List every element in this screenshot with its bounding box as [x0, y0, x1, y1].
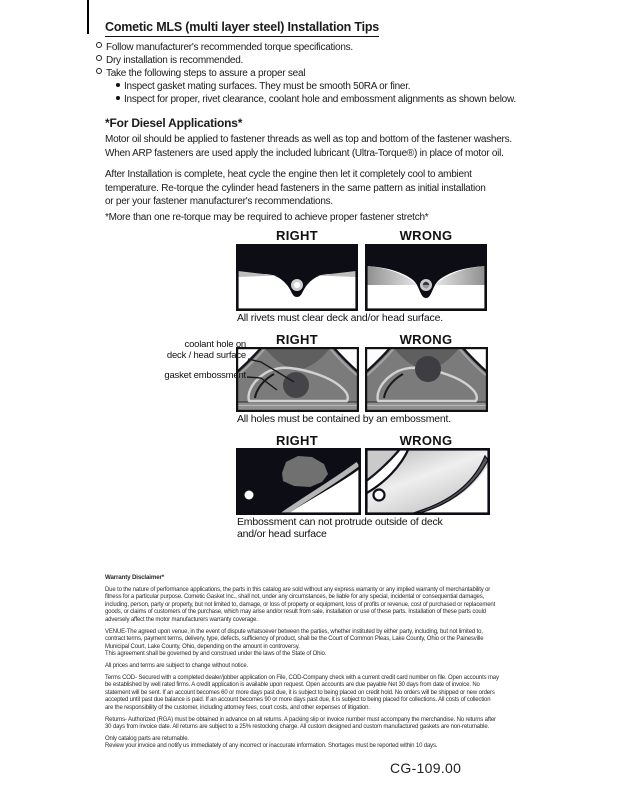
callout-line: deck / head surface [166, 350, 246, 361]
paragraph-line: After Installation is complete, heat cycle the engine then let it completely cool to ambient [105, 169, 472, 180]
diesel-paragraph-1 [105, 133, 512, 160]
caption-line: All holes must be contained by an embossment. [237, 413, 451, 425]
bullet-text: Follow manufacturer's recommended torque specifications. [106, 42, 353, 53]
bullet-text: Inspect gasket mating surfaces. They must be smooth 50RA or finer. [124, 81, 411, 92]
warranty-paragraph [105, 587, 605, 625]
rivet-wrong-diagram [365, 244, 487, 311]
caption-line: All rivets must clear deck and/or head surface. [237, 312, 443, 324]
fine-print-line: Only catalog parts are returnable. [105, 735, 189, 742]
warranty-paragraph [105, 663, 605, 671]
diagram-callouts [118, 339, 246, 381]
page-title: Cometic MLS (multi layer steel) Installation Tips [105, 20, 379, 37]
caption-line: and/or head surface [237, 528, 327, 540]
coolant-hole-callout [118, 339, 246, 361]
filled-bullet-icon [116, 96, 120, 100]
paragraph-line: or per your fastener manufacturer's recommendations. [105, 196, 333, 207]
callout-line: coolant hole on [184, 339, 246, 350]
fine-print-line: goods, or claims of customers of the purchase, which may arise and/or result from sale, installation or use of these parts. Installation of these parts could [105, 609, 486, 616]
fine-print-line: are the responsibility of the customer, including attorney fees, court costs, and other expenses of litigation. [105, 704, 370, 711]
diesel-heading: *For Diesel Applications* [105, 116, 243, 130]
row2-caption [237, 413, 451, 425]
embossment-wrong-diagram [365, 347, 488, 412]
warranty-heading: Warranty Disclaimer* [105, 574, 165, 581]
catalog-page-code: CG-109.00 [390, 760, 462, 776]
right-label-row2: RIGHT [276, 332, 318, 347]
embossment-right-diagram [236, 347, 359, 412]
fine-print-line: All prices and terms are subject to change without notice. [105, 662, 249, 669]
row1-caption [237, 312, 443, 324]
installation-tips-list [96, 41, 516, 106]
paragraph-line: When ARP fasteners are used apply the included lubricant (Ultra-Torque®) in place of motor oil. [105, 147, 504, 159]
fine-print-line: VENUE-The agreed upon venue, in the event of dispute whatsoever between the parties, whether instituted by either party, including, but not limited to, [105, 628, 483, 635]
fine-print-line: Review your invoice and notify us immediately of any incorrect or inaccurate information. Shortages must be reported within 10 days. [105, 743, 438, 750]
fine-print-line: be established by well rated firms. A credit application is available upon request. Open accounts are due payable Net 30 days from date of invoice. No [105, 682, 480, 689]
paragraph-line: temperature. Re-torque the cylinder head fasteners in the same pattern as initial installation [105, 182, 486, 194]
wrong-label-row3: WRONG [399, 433, 453, 448]
warranty-paragraph [105, 736, 605, 751]
open-bullet-icon [96, 42, 102, 48]
fine-print-line: This agreement shall be governed by and construed under the laws of the State of Ohio. [105, 651, 327, 658]
fine-print-line: Due to the nature of performance applications, the parts in this catalog are sold without any express warranty or any implied warranty of merchantability or [105, 586, 491, 593]
print-crop-mark [87, 0, 89, 34]
fine-print-line: including, person, party or property, but not limited to, damage, or loss of property or equipment, loss of profits or revenue, cost of purchased or replacement [105, 601, 496, 608]
wrong-label-row2: WRONG [399, 332, 453, 347]
warranty-paragraph [105, 629, 605, 659]
fine-print-line: Municipal Court, Lake County, Ohio, depending on the amount in controversy. [105, 643, 300, 650]
protrusion-wrong-diagram [365, 448, 490, 515]
caption-line: Embossment can not protrude outside of deck [237, 516, 443, 528]
paragraph-line: Motor oil should be applied to fastener threads as well as top and bottom of the fastener washers. [105, 134, 512, 145]
retorque-note [105, 211, 428, 225]
wrong-label-row1: WRONG [399, 228, 453, 243]
rivet-right-diagram [236, 244, 358, 311]
open-bullet-icon [96, 68, 102, 74]
fine-print-line: 30 days from invoice date. All returns are subject to a 25% restocking charge. All custom designed and custom manufactured gaskets are non-returnable. [105, 724, 490, 731]
list-item [96, 41, 516, 54]
open-bullet-icon [96, 55, 102, 61]
list-item [96, 54, 516, 67]
warranty-paragraph [105, 675, 605, 713]
list-item [96, 80, 516, 93]
fine-print-line: adversely affect the motor manufacturers warranty coverage. [105, 616, 258, 623]
fine-print-line: Terms COD- Secured with a completed dealer/jobber application on File, COD-Company check with a current credit card number on file. Open accounts may [105, 674, 499, 681]
protrusion-right-diagram [236, 448, 361, 515]
gasket-embossment-callout: gasket embossment [164, 370, 246, 381]
fine-print-line: accepted until past due balance is paid. If an account becomes 90 or more days past due, it is subject to being placed for collections. All costs of collection [105, 697, 491, 704]
filled-bullet-icon [116, 83, 120, 87]
bullet-text: Take the following steps to assure a proper seal [106, 68, 306, 79]
right-label-row1: RIGHT [276, 228, 318, 243]
list-item [96, 67, 516, 80]
bullet-text: Dry installation is recommended. [106, 55, 244, 66]
fine-print-line: statement will be sent. If an account becomes 60 or more days past due, it is subject to being placed on credit hold. No orders will be shipped or new orders [105, 689, 495, 696]
row3-caption [237, 516, 443, 540]
diesel-paragraph-2 [105, 168, 486, 209]
list-item [96, 93, 516, 106]
fine-print-line: Returns- Authorized (RGA) must be obtained in advance on all returns. A packing slip or invoice number must accompany the merchandise. No returns after [105, 716, 496, 723]
paragraph-line: *More than one re-torque may be required to achieve proper fastener stretch* [105, 212, 429, 223]
bullet-text: Inspect for proper, rivet clearance, coolant hole and embossment alignments as shown below. [124, 94, 516, 105]
warranty-paragraph [105, 717, 605, 732]
fine-print-line: fitness for a particular purpose. Cometic Gasket Inc., shall not, under any circumstances, be liable for any special, incidental or consequential damages, [105, 594, 485, 601]
right-label-row3: RIGHT [276, 433, 318, 448]
fine-print-line: contract terms, payment terms, delivery, type, defects, sufficiency of product, shall be the Court of Common Pleas, Lake County, Ohio or the Painesville [105, 636, 484, 643]
warranty-disclaimer [105, 574, 605, 755]
